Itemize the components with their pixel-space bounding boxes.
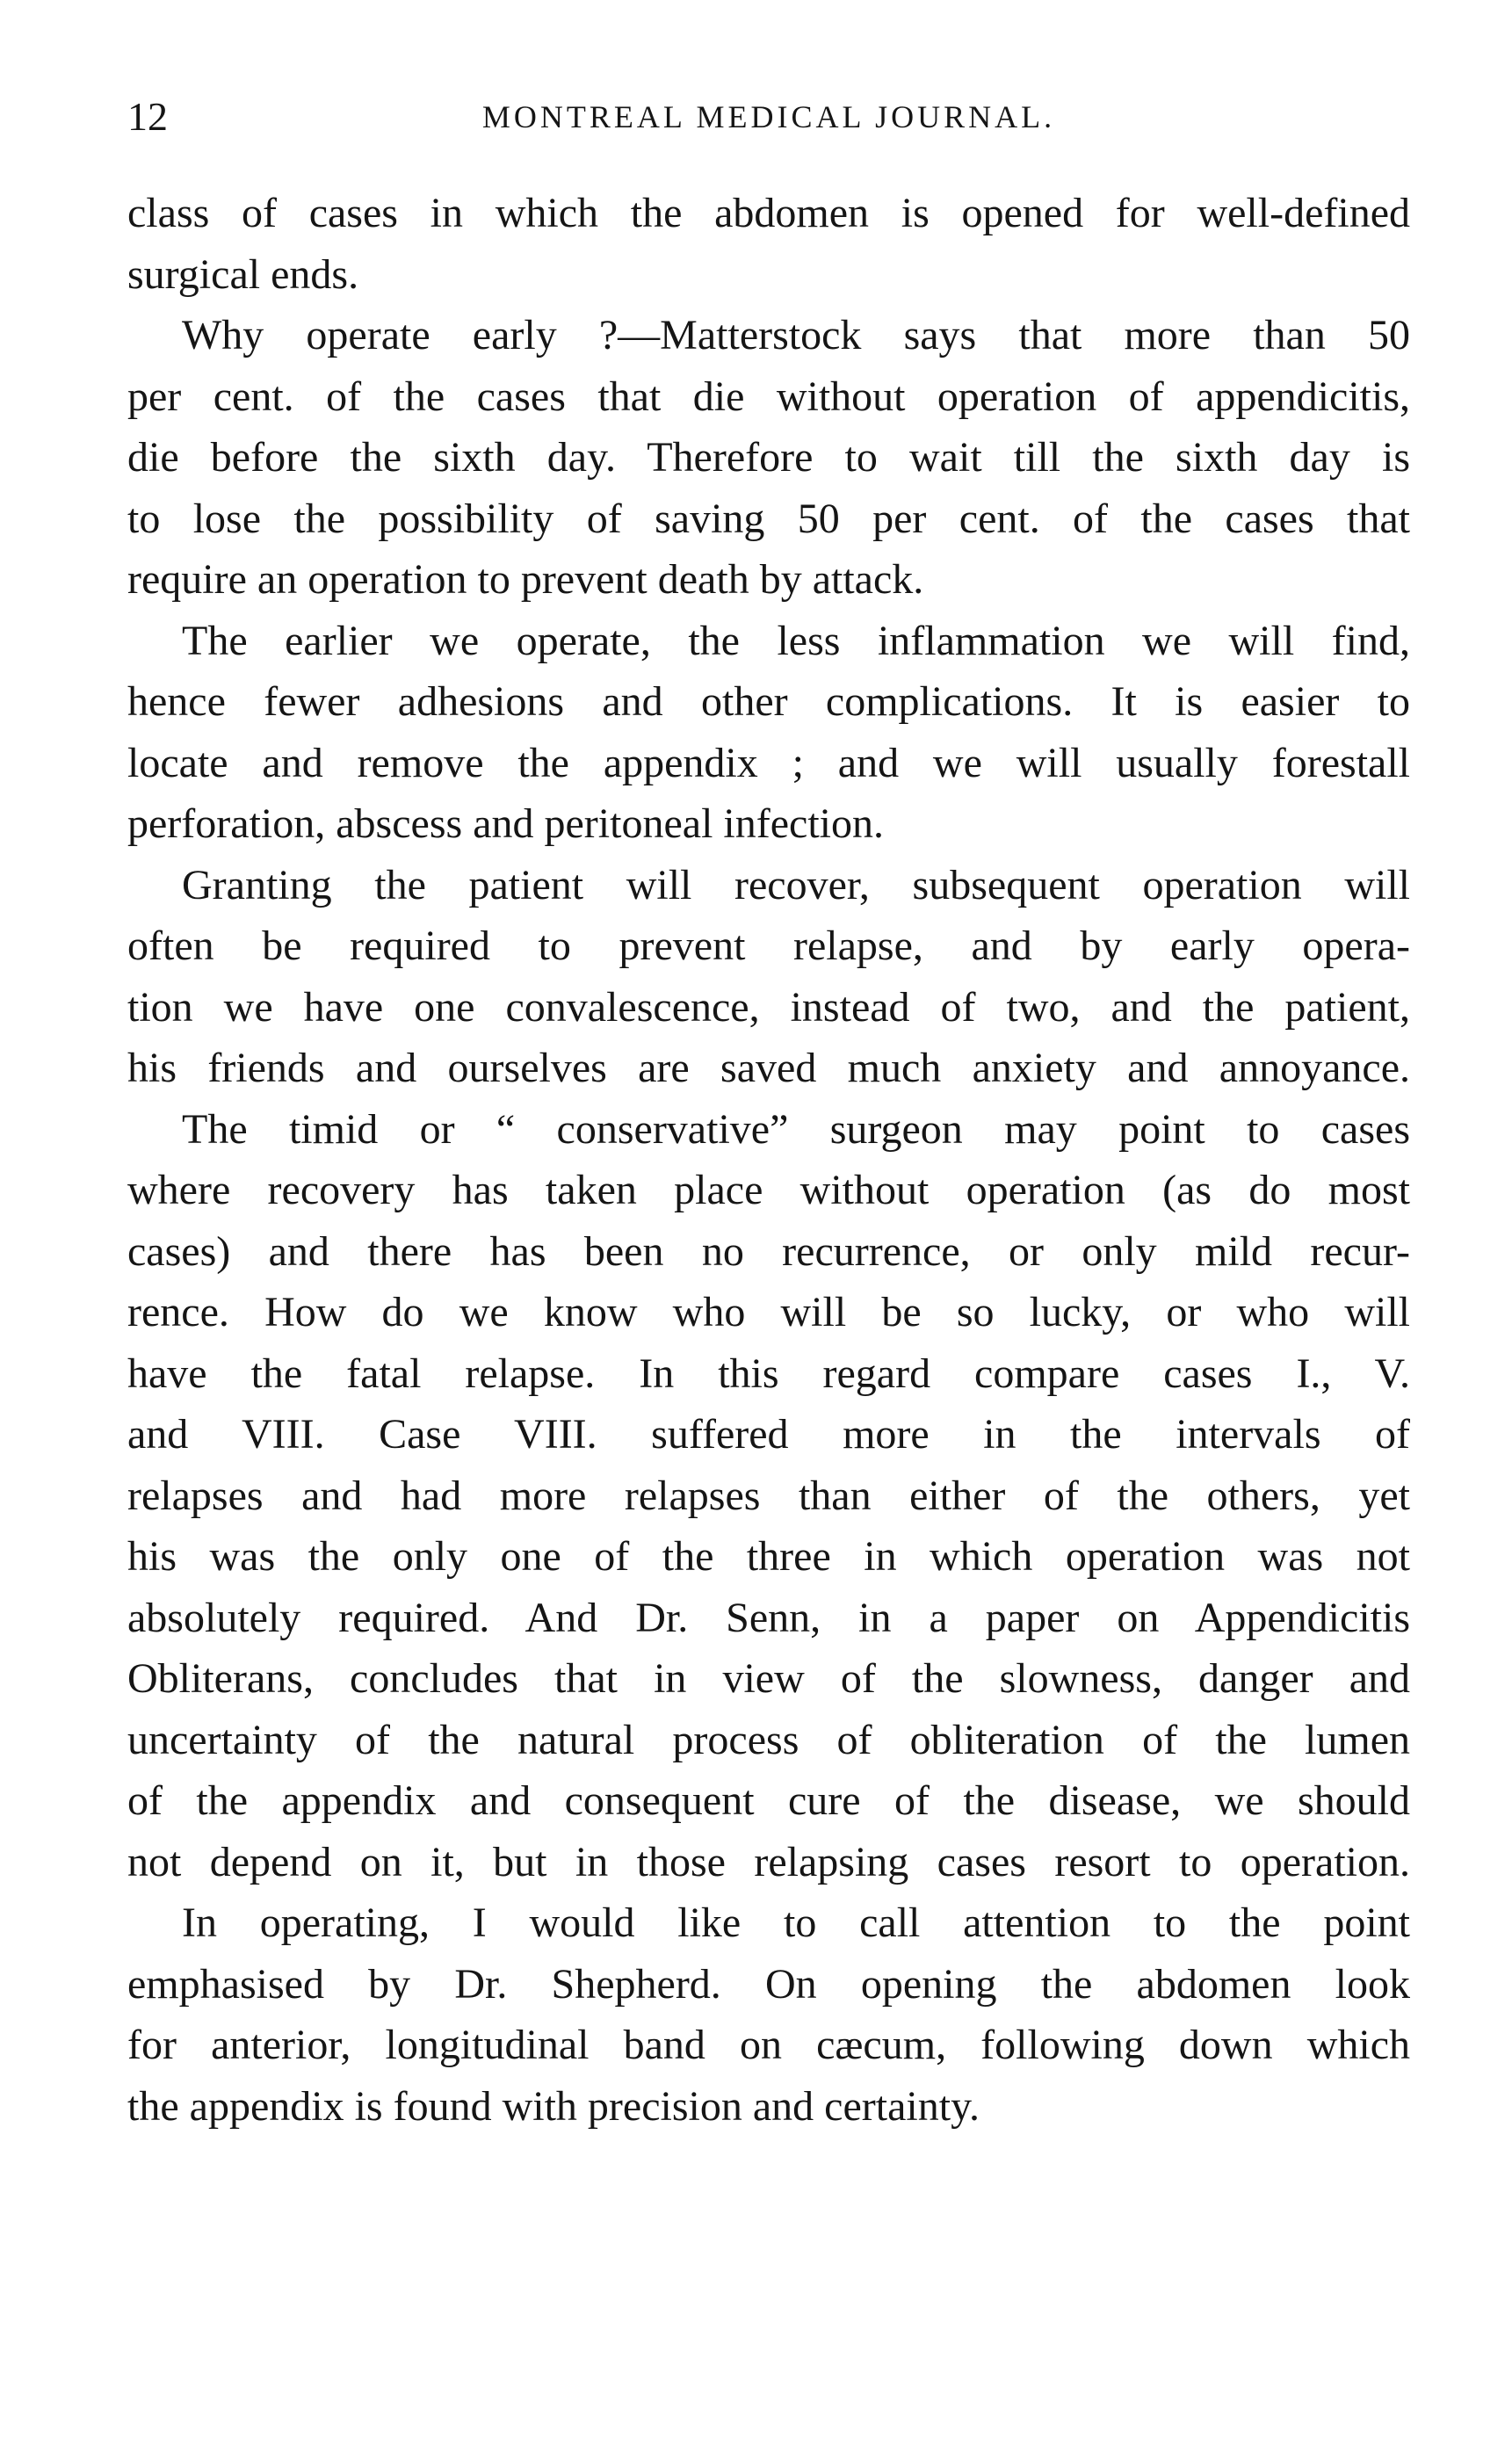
page-number: 12 bbox=[127, 94, 168, 139]
text-line: for anterior, longitudinal band on cæcum, following down which bbox=[127, 2022, 1410, 2068]
text-line: rence. How do we know who will be so lucky, or who will bbox=[127, 1289, 1410, 1335]
text-line: cases) and there has been no recurrence, or only mild recur- bbox=[127, 1227, 1410, 1275]
text-line: absolutely required. And Dr. Senn, in a paper on Appendicitis bbox=[127, 1594, 1410, 1641]
article-body bbox=[127, 183, 1410, 2137]
text-line: and VIII. Case VIII. suffered more in the intervals of bbox=[127, 1411, 1410, 1458]
text-line: not depend on it, but in those relapsing cases resort to operation. bbox=[127, 1838, 1410, 1885]
text-line: tion we have one convalescence, instead of two, and the patient, bbox=[127, 983, 1410, 1031]
text-line: The timid or “ conservative” surgeon may point to cases bbox=[182, 1105, 1410, 1153]
text-line: class of cases in which the abdomen is opened for well-defined bbox=[127, 190, 1410, 236]
text-line: per cent. of the cases that die without operation of appendicitis, bbox=[127, 373, 1410, 420]
journal-title: MONTREAL MEDICAL JOURNAL. bbox=[481, 99, 1056, 134]
text-line: relapses and had more relapses than either of the others, yet bbox=[127, 1472, 1410, 1519]
text-line: surgical ends. bbox=[127, 250, 359, 298]
text-line: Granting the patient will recover, subsequent operation will bbox=[182, 861, 1410, 908]
text-line: emphasised by Dr. Shepherd. On opening the abdomen look bbox=[127, 1960, 1410, 2008]
text-line: perforation, abscess and peritoneal infection. bbox=[127, 800, 884, 847]
text-line: have the fatal relapse. In this regard compare cases I., V. bbox=[127, 1350, 1410, 1397]
text-line: die before the sixth day. Therefore to wait till the sixth day is bbox=[127, 434, 1410, 481]
text-line: Why operate early ?—Matterstock says that more than 50 bbox=[182, 312, 1410, 358]
text-line: In operating, I would like to call attention to the point bbox=[182, 1899, 1410, 1946]
text-line: require an operation to prevent death by attack. bbox=[127, 556, 924, 603]
text-line: to lose the possibility of saving 50 per cent. of the cases that bbox=[127, 495, 1410, 542]
text-line: his friends and ourselves are saved much anxiety and annoyance. bbox=[127, 1045, 1410, 1091]
text-line: where recovery has taken place without operation (as do most bbox=[127, 1167, 1410, 1213]
text-line: the appendix is found with precision and certainty. bbox=[127, 2082, 980, 2130]
text-line: locate and remove the appendix ; and we will usually forestall bbox=[127, 739, 1410, 786]
text-line: of the appendix and consequent cure of the disease, we should bbox=[127, 1777, 1410, 1824]
text-line: his was the only one of the three in which operation was not bbox=[127, 1533, 1410, 1580]
text-line: hence fewer adhesions and other complications. It is easier to bbox=[127, 678, 1410, 725]
text-line: The earlier we operate, the less inflammation we will find, bbox=[182, 617, 1410, 664]
text-line: Obliterans, concludes that in view of the slowness, danger and bbox=[127, 1655, 1410, 1702]
text-line: uncertainty of the natural process of obliteration of the lumen bbox=[127, 1716, 1410, 1763]
running-head bbox=[127, 86, 1410, 148]
text-line: often be required to prevent relapse, and by early opera- bbox=[127, 923, 1410, 969]
